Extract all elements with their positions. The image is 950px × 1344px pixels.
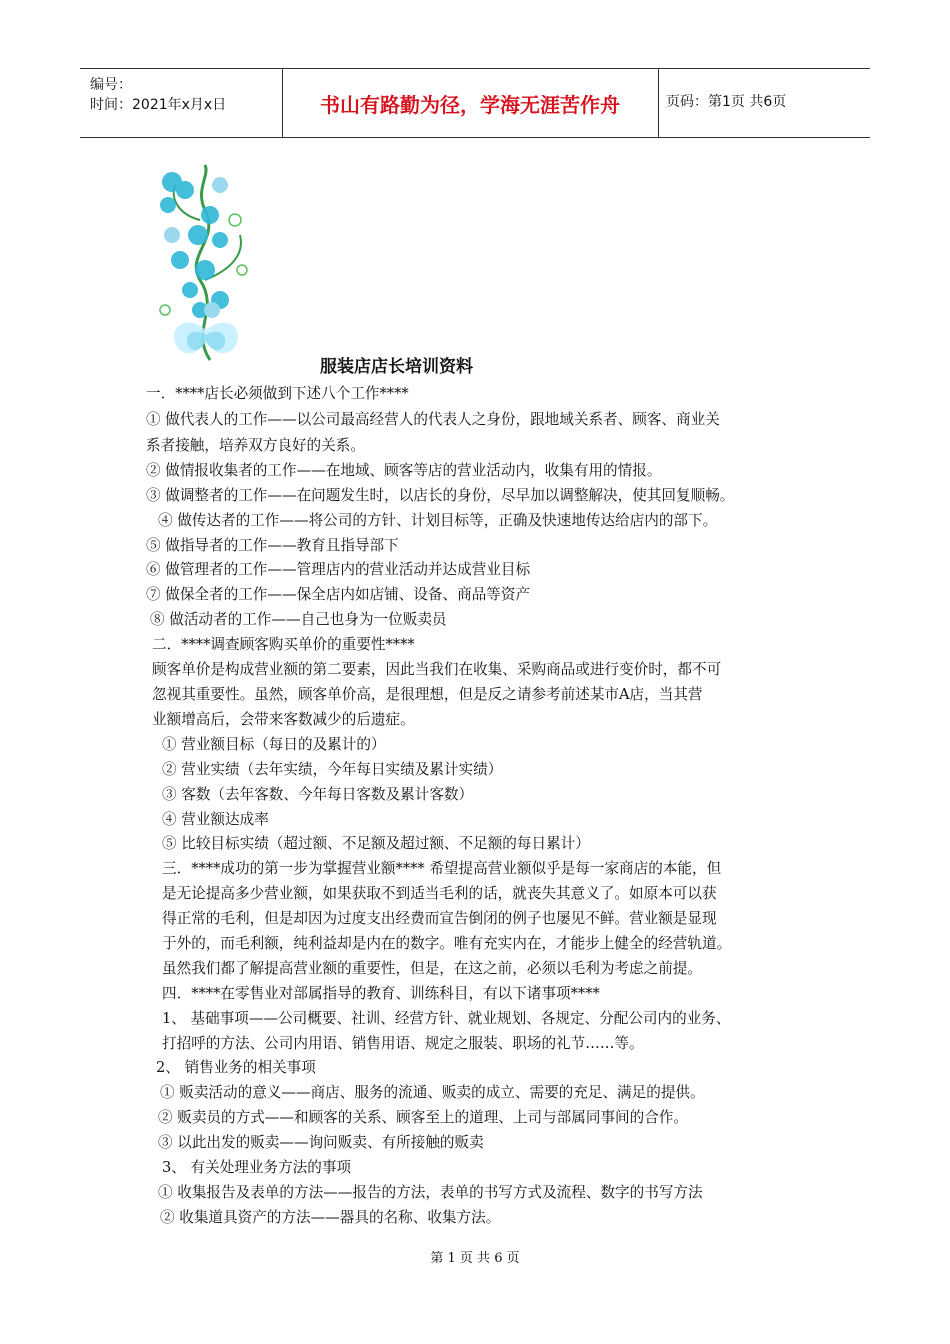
- body-line: ④ 做传达者的工作——将公司的方针、计划目标等，正确及快速地传达给店内的部下。: [158, 512, 718, 529]
- body-line: 顾客单价是构成营业额的第二要素，因此当我们在收集、采购商品或进行变价时，都不可: [152, 661, 722, 678]
- body-line: 业额增高后，会带来客数减少的后遗症。: [152, 711, 415, 728]
- header-page-label: 页码：第1页 共6页: [666, 94, 787, 110]
- page-footer: 第 1 页 共 6 页: [430, 1251, 520, 1266]
- body-line: ① 做代表人的工作——以公司最高经营人的代表人之身份，跟地域关系者、顾客、商业关: [146, 411, 720, 428]
- body-line: ② 做情报收集者的工作——在地域、顾客等店的营业活动内，收集有用的情报。: [146, 462, 662, 479]
- section-heading: 三．****成功的第一步为掌握营业额**** 希望提高营业额似乎是每一家商店的本能，但: [162, 860, 722, 877]
- list-item: ② 贩卖员的方式——和顾客的关系、顾客至上的道理、上司与部属同事间的合作。: [158, 1109, 689, 1126]
- body-line: 虽然我们都了解提高营业额的重要性，但是，在这之前，必须以毛利为考虑之前提。: [162, 960, 702, 977]
- doc-number-label: 编号：: [90, 77, 132, 93]
- section-heading: 一．****店长必须做到下述八个工作****: [146, 385, 409, 402]
- body-line: 得正常的毛利，但是却因为过度支出经费而宣告倒闭的例子也屡见不鲜。营业额是显现: [162, 910, 717, 927]
- header-meta: [90, 75, 226, 115]
- body-line: 忽视其重要性。虽然，顾客单价高，是很理想，但是反之请参考前述某市A店，当其营: [152, 686, 703, 703]
- body-line: 系者接触，培养双方良好的关系。: [146, 437, 365, 454]
- section-heading: 二．****调查顾客购买单价的重要性****: [152, 636, 415, 653]
- body-line: 打招呼的方法、公司内用语、销售用语、规定之服装、职场的礼节……等。: [162, 1035, 644, 1052]
- list-item: ④ 营业额达成率: [162, 811, 269, 828]
- body-line: ⑧ 做活动者的工作——自己也身为一位贩卖员: [150, 611, 447, 628]
- section-heading: 四．****在零售业对部属指导的教育、训练科目，有以下诸事项****: [162, 985, 600, 1002]
- list-item: 2、 销售业务的相关事项: [156, 1059, 316, 1076]
- list-item: ⑤ 比较目标实绩（超过额、不足额及超过额、不足额的每日累计）: [162, 835, 590, 852]
- doc-title: 服装店店长培训资料: [320, 357, 473, 377]
- list-item: ② 营业实绩（去年实绩，今年每日实绩及累计实绩）: [162, 761, 503, 778]
- body-line: 是无论提高多少营业额，如果获取不到适当毛利的话，就丧失其意义了。如原本可以获: [162, 885, 717, 902]
- body-line: ⑥ 做管理者的工作——管理店内的营业活动并达成营业目标: [146, 561, 531, 578]
- list-item: ① 收集报告及表单的方法——报告的方法，表单的书写方式及流程、数字的书写方法: [158, 1184, 703, 1201]
- page-header: [80, 68, 870, 138]
- body-line: ③ 做调整者的工作——在问题发生时，以店长的身份，尽早加以调整解决，使其回复顺畅。: [146, 487, 735, 504]
- body-line: ⑤ 做指导者的工作——教育且指导部下: [146, 537, 399, 554]
- decorative-flower-image: [150, 160, 262, 365]
- header-motto: 书山有路勤为径，学海无涯苦作舟: [320, 92, 620, 117]
- list-item: 3、 有关处理业务方法的事项: [162, 1159, 352, 1176]
- body-line: 于外的，而毛利额，纯利益却是内在的数字。唯有充实内在，才能步上健全的经营轨道。: [162, 935, 732, 952]
- doc-date-label: 时间：2021年x月x日: [90, 97, 227, 113]
- list-item: ③ 客数（去年客数、今年每日客数及累计客数）: [162, 786, 474, 803]
- header-divider: [658, 69, 659, 137]
- list-item: ① 营业额目标（每日的及累计的）: [162, 736, 386, 753]
- list-item: ① 贩卖活动的意义——商店、服务的流通、贩卖的成立、需要的充足、满足的提供。: [160, 1084, 705, 1101]
- list-item: 1、 基础事项——公司概要、社训、经营方针、就业规划、各规定、分配公司内的业务、: [162, 1010, 731, 1027]
- body-line: ⑦ 做保全者的工作——保全店内如店铺、设备、商品等资产: [146, 586, 531, 603]
- list-item: ② 收集道具资产的方法——器具的名称、收集方法。: [160, 1209, 501, 1226]
- list-item: ③ 以此出发的贩卖——询问贩卖、有所接触的贩卖: [158, 1134, 484, 1151]
